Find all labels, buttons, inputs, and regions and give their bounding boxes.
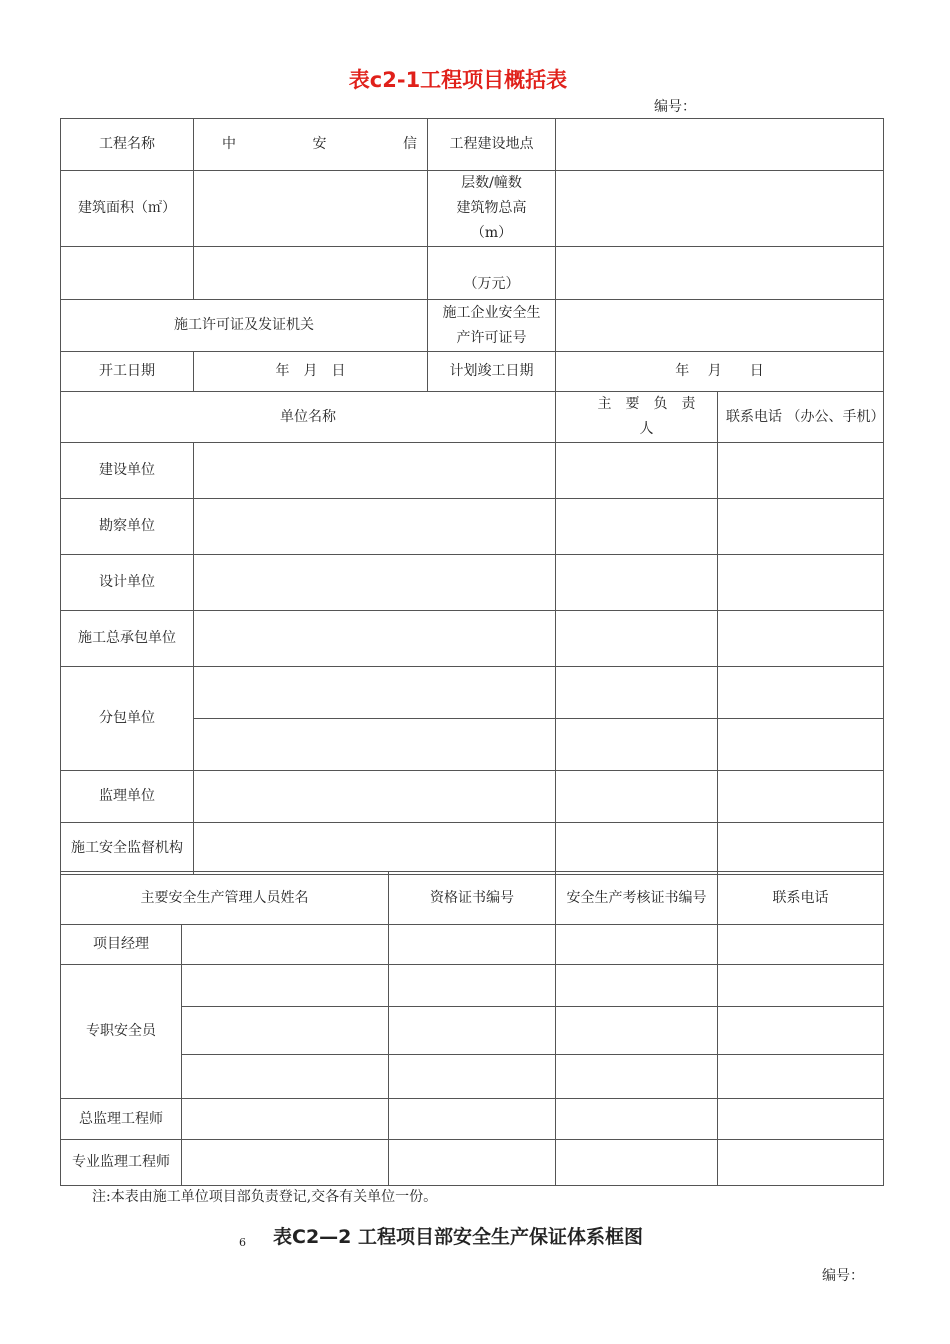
staff-phone-cell[interactable] xyxy=(718,1140,884,1186)
contact-cell[interactable] xyxy=(718,771,884,823)
cert-number-cell[interactable] xyxy=(389,1055,556,1099)
role-label: 项目经理 xyxy=(61,925,182,965)
unit-name-cell[interactable] xyxy=(194,823,556,875)
assessment-cert-cell[interactable] xyxy=(556,1007,718,1055)
unit-label: 建设单位 xyxy=(61,443,194,499)
unit-name-cell[interactable] xyxy=(194,443,556,499)
staff-phone-cell[interactable] xyxy=(718,965,884,1007)
assessment-cert-cell[interactable] xyxy=(556,965,718,1007)
safety-license-label: 施工企业安全生 产许可证号 xyxy=(428,300,556,352)
height-label: 建筑物总高 xyxy=(456,200,527,216)
cost-unit-label: （万元） xyxy=(428,247,556,300)
start-date-label: 开工日期 xyxy=(61,352,194,392)
project-overview-table xyxy=(60,118,884,875)
serial-number-label: 编号： xyxy=(654,99,696,115)
safety-license-value[interactable] xyxy=(556,300,884,352)
staff-phone-cell[interactable] xyxy=(718,1055,884,1099)
floors-height-label xyxy=(428,171,556,247)
principal-cell[interactable] xyxy=(556,771,718,823)
role-label: 专业监理工程师 xyxy=(61,1140,182,1186)
next-serial-number-label: 编号： xyxy=(822,1268,864,1284)
table-row xyxy=(61,823,884,875)
contact-header: 联系电话 （办公、手机） xyxy=(718,392,884,443)
form-note: 注:本表由施工单位项目部负责登记,交各有关单位一份。 xyxy=(92,1189,438,1205)
location-value[interactable] xyxy=(556,119,884,171)
finish-date-label: 计划竣工日期 xyxy=(428,352,556,392)
staff-name-cell[interactable] xyxy=(182,1140,389,1186)
cert-number-cell[interactable] xyxy=(389,925,556,965)
unit-label: 施工安全监督机构 xyxy=(61,823,194,875)
project-name-label: 工程名称 xyxy=(61,119,194,171)
permit-label: 施工许可证及发证机关 xyxy=(61,300,428,352)
role-label: 专职安全员 xyxy=(61,965,182,1099)
assessment-cert-cell[interactable] xyxy=(556,925,718,965)
table-row xyxy=(61,392,884,443)
form-title: 表c2-1工程项目概括表 xyxy=(348,68,568,92)
contact-cell[interactable] xyxy=(718,611,884,667)
cert-number-cell[interactable] xyxy=(389,1007,556,1055)
blank-value-cell[interactable] xyxy=(194,247,428,300)
unit-label: 勘察单位 xyxy=(61,499,194,555)
staff-phone-header: 联系电话 xyxy=(718,872,884,925)
staff-name-cell[interactable] xyxy=(182,1099,389,1140)
project-name-char: 安 xyxy=(312,136,327,152)
staff-phone-cell[interactable] xyxy=(718,1099,884,1140)
table-row xyxy=(61,965,884,1007)
unit-name-cell[interactable] xyxy=(194,771,556,823)
staff-name-cell[interactable] xyxy=(182,1007,389,1055)
unit-name-cell[interactable] xyxy=(194,667,556,719)
unit-label: 分包单位 xyxy=(61,667,194,771)
table-row xyxy=(61,499,884,555)
principal-cell[interactable] xyxy=(556,719,718,771)
table-row xyxy=(61,872,884,925)
contact-cell[interactable] xyxy=(718,555,884,611)
finish-date-value[interactable]: 年 月 日 xyxy=(556,352,884,392)
principal-cell[interactable] xyxy=(556,443,718,499)
unit-label: 施工总承包单位 xyxy=(61,611,194,667)
contact-cell[interactable] xyxy=(718,443,884,499)
assessment-cert-header: 安全生产考核证书编号 xyxy=(556,872,718,925)
staff-phone-cell[interactable] xyxy=(718,925,884,965)
table-row xyxy=(61,300,884,352)
page-number: 6 xyxy=(239,1236,246,1249)
table-row xyxy=(61,1140,884,1186)
unit-label: 监理单位 xyxy=(61,771,194,823)
cert-number-header: 资格证书编号 xyxy=(389,872,556,925)
assessment-cert-cell[interactable] xyxy=(556,1140,718,1186)
cert-number-cell[interactable] xyxy=(389,965,556,1007)
table-row xyxy=(61,119,884,171)
project-name-value[interactable] xyxy=(194,119,428,171)
next-form-title: 表C2—2 工程项目部安全生产保证体系框图 xyxy=(273,1226,643,1248)
principal-cell[interactable] xyxy=(556,667,718,719)
contact-cell[interactable] xyxy=(718,667,884,719)
assessment-cert-cell[interactable] xyxy=(556,1055,718,1099)
area-value[interactable] xyxy=(194,171,428,247)
table-row xyxy=(61,1099,884,1140)
contact-cell[interactable] xyxy=(718,719,884,771)
cert-number-cell[interactable] xyxy=(389,1140,556,1186)
floors-height-value[interactable] xyxy=(556,171,884,247)
floors-label: 层数/幢数 xyxy=(461,175,522,191)
start-date-value[interactable]: 年 月 日 xyxy=(194,352,428,392)
table-row xyxy=(61,247,884,300)
table-row xyxy=(61,1007,884,1055)
unit-name-cell[interactable] xyxy=(194,499,556,555)
unit-label: 设计单位 xyxy=(61,555,194,611)
principal-cell[interactable] xyxy=(556,555,718,611)
table-row xyxy=(61,352,884,392)
unit-name-cell[interactable] xyxy=(194,719,556,771)
principal-header-text: 主 要 负 责 人 xyxy=(597,396,710,437)
project-name-char: 中 xyxy=(222,136,236,152)
cost-value[interactable] xyxy=(556,247,884,300)
table-row xyxy=(61,443,884,499)
blank-label-cell xyxy=(61,247,194,300)
height-unit: （m） xyxy=(470,225,513,241)
table-row xyxy=(61,925,884,965)
table-row xyxy=(61,171,884,247)
staff-name-cell[interactable] xyxy=(182,965,389,1007)
role-label: 总监理工程师 xyxy=(61,1099,182,1140)
principal-cell[interactable] xyxy=(556,499,718,555)
contact-cell[interactable] xyxy=(718,499,884,555)
unit-name-cell[interactable] xyxy=(194,611,556,667)
staff-name-cell[interactable] xyxy=(182,1055,389,1099)
principal-cell[interactable] xyxy=(556,823,718,875)
contact-cell[interactable] xyxy=(718,823,884,875)
cert-number-cell[interactable] xyxy=(389,1099,556,1140)
principal-header xyxy=(556,392,718,443)
staff-name-cell[interactable] xyxy=(182,925,389,965)
staff-name-header: 主要安全生产管理人员姓名 xyxy=(61,872,389,925)
assessment-cert-cell[interactable] xyxy=(556,1099,718,1140)
project-name-char: 信 xyxy=(403,136,417,152)
table-row xyxy=(61,611,884,667)
location-label: 工程建设地点 xyxy=(428,119,556,171)
unit-name-cell[interactable] xyxy=(194,555,556,611)
unit-name-header: 单位名称 xyxy=(61,392,556,443)
principal-cell[interactable] xyxy=(556,611,718,667)
table-row xyxy=(61,1055,884,1099)
table-row xyxy=(61,771,884,823)
staff-phone-cell[interactable] xyxy=(718,1007,884,1055)
table-row xyxy=(61,555,884,611)
safety-staff-table xyxy=(60,871,884,1186)
table-row xyxy=(61,667,884,719)
area-label: 建筑面积（㎡） xyxy=(61,171,194,247)
